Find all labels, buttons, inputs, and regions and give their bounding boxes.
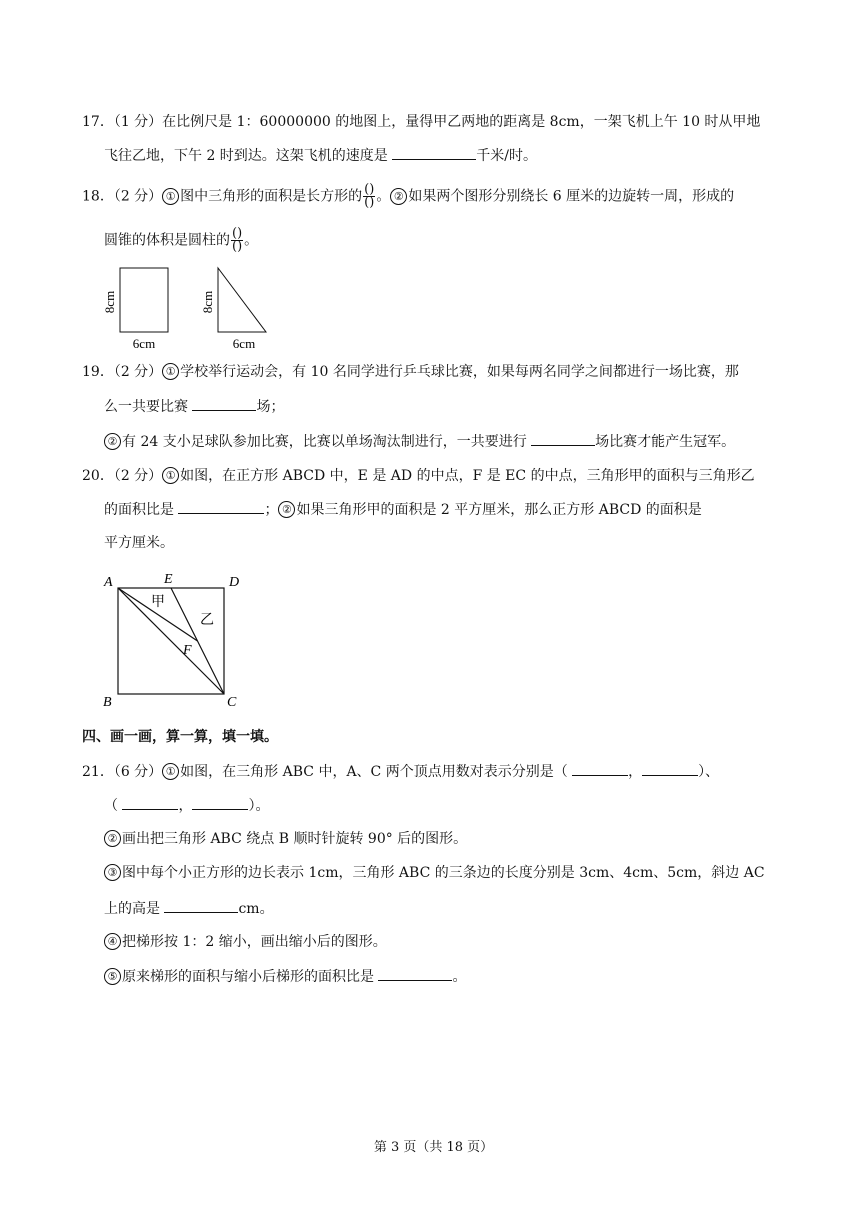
q18-rect-width-label: 6cm xyxy=(132,336,156,351)
circled-1: ① xyxy=(162,188,179,205)
label-F: F xyxy=(183,643,192,658)
label-E: E xyxy=(164,572,173,587)
q20-line1 xyxy=(82,466,755,486)
label-B: B xyxy=(103,695,112,710)
q17-number: 17．（1 分） xyxy=(82,114,163,130)
q18-part2: 如果两个图形分别绕长 6 厘米的边旋转一周，形成的 xyxy=(408,188,735,205)
q21-blank-a2[interactable] xyxy=(642,761,698,776)
q18-line1: 18．（2 分） ① 图中三角形的面积是长方形的 $\frac{()}{()}$ 。 ② 如果两个图形分别绕长 6 厘米的边旋转一周，形成的 xyxy=(82,182,735,210)
q20-line2: 的面积比是 ； ② 如果三角形甲的面积是 2 平方厘米，那么正方形 ABCD 的面积是 xyxy=(104,499,702,520)
q19-answer-blank-2[interactable] xyxy=(531,431,595,446)
label-D: D xyxy=(229,575,240,590)
q17-text-2: 飞往乙地，下午 2 时到达。这架飞机的速度是 xyxy=(104,148,388,164)
q19-answer-blank-1[interactable] xyxy=(192,396,256,411)
q20-number: 20．（2 分） xyxy=(82,468,163,484)
q17-line2 xyxy=(104,145,537,166)
q21-item4: ④ 把梯形按 1：2 缩小，画出缩小后的图形。 xyxy=(104,932,387,952)
q18-rect-height-label: 8cm xyxy=(102,290,117,314)
q21-item5: ⑤ 原来梯形的面积与缩小后梯形的面积比是 。 xyxy=(104,966,466,987)
q21-item3-line2: 上的高是 cm。 xyxy=(104,898,274,919)
q18-tri-base-label: 6cm xyxy=(232,336,256,351)
q18-fraction-2[interactable]: $\frac{()}{()}$ xyxy=(232,226,243,254)
q20-answer-blank[interactable] xyxy=(178,499,264,514)
q18-number: 18．（2 分） xyxy=(82,188,163,205)
label-yi: 乙 xyxy=(200,613,214,628)
q18-triangle xyxy=(218,268,266,332)
circled-1: ① xyxy=(162,363,179,380)
circled-3: ③ xyxy=(104,864,121,881)
q19-line1 xyxy=(82,362,739,382)
q21-item3: ③ 图中每个小正方形的边长表示 1cm，三角形 ABC 的三条边的长度分别是 3cm、4cm、5cm，斜边 AC xyxy=(104,863,765,883)
section-4-title: 四、画一画，算一算，填一填。 xyxy=(82,729,278,745)
page-footer: 第 3 页（共 18 页） xyxy=(373,1140,494,1155)
q21-number: 21．（6 分） xyxy=(82,764,163,780)
q21-blank-c1[interactable] xyxy=(122,795,178,810)
q18-tri-height-label: 8cm xyxy=(200,290,215,314)
q20-text: 如图，在正方形 ABCD 中，E 是 AD 的中点，F 是 EC 的中点，三角形甲的面积与三角形乙 xyxy=(180,468,755,484)
label-A: A xyxy=(104,575,113,590)
label-jia: 甲 xyxy=(151,595,165,610)
q19-text: 学校举行运动会，有 10 名同学进行乒乓球比赛，如果每两名同学之间都进行一场比赛，那 xyxy=(180,364,739,380)
q21-blank-a1[interactable] xyxy=(572,761,628,776)
q18-figure xyxy=(100,262,280,354)
q19-number: 19．（2 分） xyxy=(82,364,163,380)
q17-answer-blank[interactable] xyxy=(392,145,476,160)
q19-line2: 么一共要比赛 场； xyxy=(104,396,284,417)
circled-2: ② xyxy=(278,501,295,518)
q18-fraction-1[interactable]: $\frac{()}{()}$ xyxy=(364,182,375,210)
q21-item2: ② 画出把三角形 ABC 绕点 B 顺时针旋转 90° 后的图形。 xyxy=(104,829,467,849)
q21-blank-ratio[interactable] xyxy=(378,966,452,981)
q21-blank-c2[interactable] xyxy=(192,795,248,810)
circled-5: ⑤ xyxy=(104,968,121,985)
circled-1: ① xyxy=(162,763,179,780)
label-C: C xyxy=(227,695,237,710)
circled-2: ② xyxy=(104,433,121,450)
q21-line2: （ ， ）。 xyxy=(104,795,269,816)
q19-line3: ② 有 24 支小足球队参加比赛，比赛以单场淘汰制进行，一共要进行 场比赛才能产生冠军。 xyxy=(104,431,735,452)
circled-4: ④ xyxy=(104,933,121,950)
q21-line1: 21．（6 分） ① 如图，在三角形 ABC 中，A、C 两个顶点用数对表示分别是（ ， ）、 xyxy=(82,761,719,782)
q18-line2: 圆锥的体积是圆柱的 $\frac{()}{()}$ 。 xyxy=(104,226,259,254)
circled-2: ② xyxy=(104,830,121,847)
circled-1: ① xyxy=(162,467,179,484)
circled-2: ② xyxy=(390,188,407,205)
q17-unit: 千米/时。 xyxy=(476,148,537,164)
q17-text: 在比例尺是 1：60000000 的地图上，量得甲乙两地的距离是 8cm，一架飞机上午 10 时从甲地 xyxy=(162,114,761,130)
q18-rectangle xyxy=(120,268,168,332)
q18-line2-text: 圆锥的体积是圆柱的 xyxy=(104,232,230,249)
q17-line1 xyxy=(82,112,760,132)
segment-ac xyxy=(118,588,224,694)
q20-square-figure xyxy=(98,566,258,716)
q18-part1: 图中三角形的面积是长方形的 xyxy=(180,188,363,205)
q21-blank-height[interactable] xyxy=(164,898,238,913)
q20-line3: 平方厘米。 xyxy=(104,535,174,551)
